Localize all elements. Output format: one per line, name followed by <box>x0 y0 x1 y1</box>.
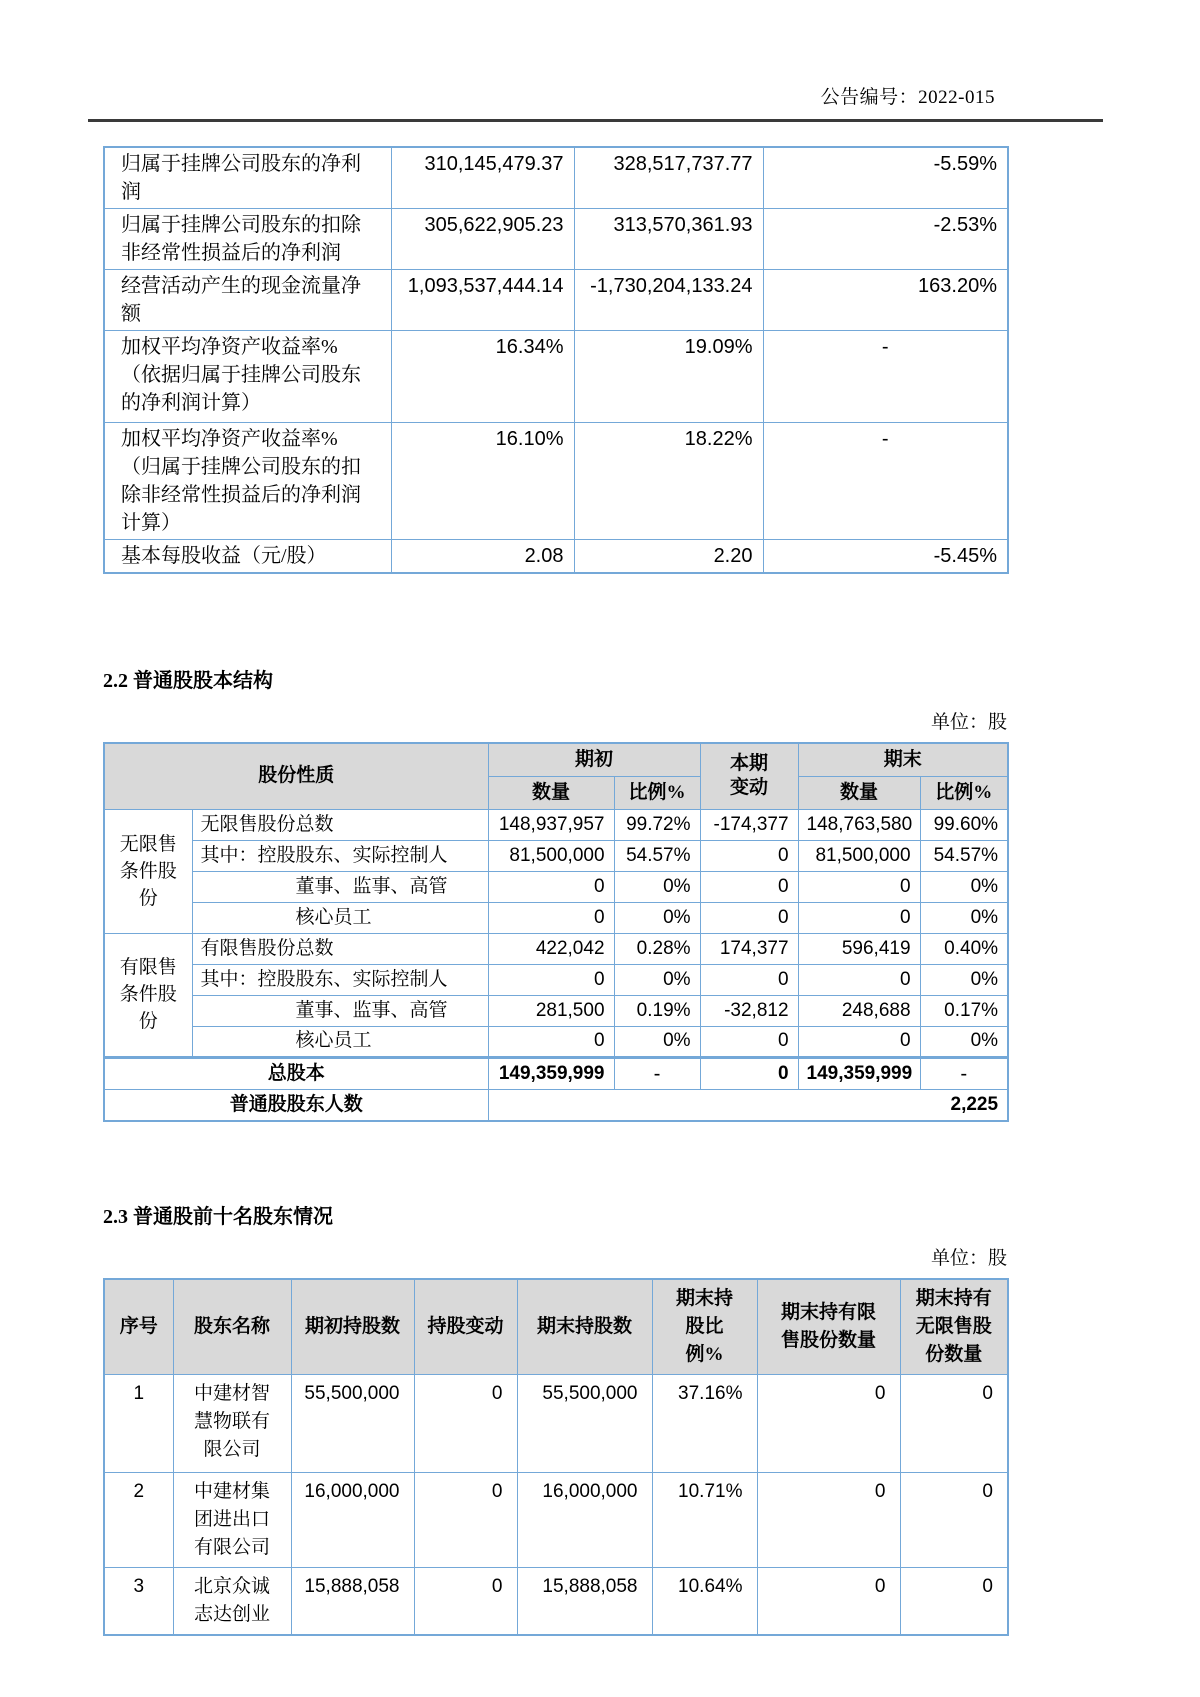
share-group-label: 有限售条件股份 <box>104 933 192 1057</box>
share-change: 0 <box>414 1567 517 1635</box>
section-2-2-heading: 2.2 普通股股本结构 <box>103 670 273 692</box>
begin-quantity: 0 <box>488 871 614 902</box>
begin-quantity: 281,500 <box>488 995 614 1026</box>
unrestricted-shares: 0 <box>900 1472 1008 1567</box>
end-ratio: 0.17% <box>920 995 1008 1026</box>
end-shares: 16,000,000 <box>517 1472 652 1567</box>
table-row <box>104 964 1008 995</box>
begin-ratio: 0% <box>614 871 700 902</box>
share-class-label: 董事、监事、高管 <box>192 871 488 902</box>
begin-quantity: 0 <box>488 964 614 995</box>
metric-change: - <box>763 331 1008 423</box>
begin-shares: 15,888,058 <box>291 1567 414 1635</box>
unit-label: 单位：股 <box>930 1248 1007 1269</box>
metric-prior: 328,517,737.77 <box>574 147 763 209</box>
period-change: 0 <box>700 902 798 933</box>
table-row <box>104 902 1008 933</box>
unrestricted-shares: 0 <box>900 1567 1008 1635</box>
table-row <box>104 1567 1008 1635</box>
begin-shares: 16,000,000 <box>291 1472 414 1567</box>
begin-ratio: 0.28% <box>614 933 700 964</box>
unit-label: 单位：股 <box>930 712 1007 733</box>
end-ratio: - <box>920 1057 1008 1089</box>
end-quantity: 0 <box>798 964 920 995</box>
table-header-row <box>104 743 1008 776</box>
begin-ratio: 0% <box>614 902 700 933</box>
col-ratio-begin: 比例% <box>614 776 700 809</box>
share-class-label: 其中：控股股东、实际控制人 <box>192 840 488 871</box>
metric-label: 归属于挂牌公司股东的扣除非经常性损益后的净利润 <box>104 209 391 270</box>
end-quantity: 248,688 <box>798 995 920 1026</box>
begin-ratio: 0% <box>614 964 700 995</box>
metric-label: 加权平均净资产收益率%（依据归属于挂牌公司股东的净利润计算） <box>104 331 391 423</box>
restricted-shares: 0 <box>757 1374 900 1472</box>
share-class-label: 其中：控股股东、实际控制人 <box>192 964 488 995</box>
shareholder-name: 北京众诚志达创业 <box>173 1567 291 1635</box>
col-shareholder-name: 股东名称 <box>173 1279 291 1374</box>
col-ratio-end: 比例% <box>920 776 1008 809</box>
shareholder-rank: 1 <box>104 1374 173 1472</box>
col-end-shares: 期末持股数 <box>517 1279 652 1374</box>
begin-ratio: 0.19% <box>614 995 700 1026</box>
metric-label: 经营活动产生的现金流量净额 <box>104 270 391 331</box>
begin-quantity: 0 <box>488 902 614 933</box>
metric-change: -2.53% <box>763 209 1008 270</box>
end-quantity: 0 <box>798 1026 920 1057</box>
header-rule <box>88 119 1103 122</box>
table-row <box>104 209 1008 270</box>
share-group-label: 无限售条件股份 <box>104 809 192 933</box>
metric-change: -5.59% <box>763 147 1008 209</box>
begin-ratio: - <box>614 1057 700 1089</box>
table-row <box>104 840 1008 871</box>
col-period-begin: 期初 <box>488 743 700 776</box>
table-row <box>104 871 1008 902</box>
table-row <box>104 1472 1008 1567</box>
share-class-label: 无限售股份总数 <box>192 809 488 840</box>
col-period-end: 期末 <box>798 743 1008 776</box>
metric-prior: 18.22% <box>574 423 763 540</box>
restricted-shares: 0 <box>757 1567 900 1635</box>
col-share-class: 股份性质 <box>104 743 488 809</box>
metric-current: 305,622,905.23 <box>391 209 574 270</box>
begin-ratio: 54.57% <box>614 840 700 871</box>
share-class-label: 核心员工 <box>192 1026 488 1057</box>
table-row <box>104 540 1008 574</box>
metric-current: 310,145,479.37 <box>391 147 574 209</box>
table-row <box>104 147 1008 209</box>
end-shares: 55,500,000 <box>517 1374 652 1472</box>
share-class-label: 核心员工 <box>192 902 488 933</box>
restricted-shares: 0 <box>757 1472 900 1567</box>
top-shareholders-table <box>103 1278 1009 1636</box>
metric-change: - <box>763 423 1008 540</box>
doc-number: 公告编号：2022-015 <box>820 87 995 108</box>
table-row <box>104 423 1008 540</box>
col-end-ratio: 期末持股比例% <box>652 1279 757 1374</box>
end-shares: 15,888,058 <box>517 1567 652 1635</box>
financial-summary-table <box>103 146 1009 574</box>
begin-ratio: 99.72% <box>614 809 700 840</box>
begin-quantity: 149,359,999 <box>488 1057 614 1089</box>
share-structure-table <box>103 742 1009 1122</box>
total-row <box>104 1057 1008 1089</box>
total-label: 总股本 <box>104 1057 488 1089</box>
table-header-row <box>104 1279 1008 1374</box>
end-ratio: 0% <box>920 1026 1008 1057</box>
metric-prior: -1,730,204,133.24 <box>574 270 763 331</box>
share-change: 0 <box>414 1472 517 1567</box>
end-ratio: 0% <box>920 902 1008 933</box>
begin-ratio: 0% <box>614 1026 700 1057</box>
metric-change: 163.20% <box>763 270 1008 331</box>
begin-shares: 55,500,000 <box>291 1374 414 1472</box>
metric-current: 16.34% <box>391 331 574 423</box>
end-quantity: 149,359,999 <box>798 1057 920 1089</box>
table-row <box>104 933 1008 964</box>
period-change: -174,377 <box>700 809 798 840</box>
end-quantity: 81,500,000 <box>798 840 920 871</box>
end-ratio: 0% <box>920 964 1008 995</box>
end-ratio: 0% <box>920 871 1008 902</box>
holders-count-label: 普通股股东人数 <box>104 1089 488 1121</box>
unrestricted-shares: 0 <box>900 1374 1008 1472</box>
metric-prior: 19.09% <box>574 331 763 423</box>
col-begin-shares: 期初持股数 <box>291 1279 414 1374</box>
metric-label: 基本每股收益（元/股） <box>104 540 391 574</box>
shareholder-rank: 3 <box>104 1567 173 1635</box>
col-quantity-end: 数量 <box>798 776 920 809</box>
metric-prior: 313,570,361.93 <box>574 209 763 270</box>
table-row <box>104 331 1008 423</box>
col-share-change: 持股变动 <box>414 1279 517 1374</box>
period-change: 0 <box>700 964 798 995</box>
col-end-restricted-shares: 期末持有限售股份数量 <box>757 1279 900 1374</box>
end-ratio: 54.57% <box>920 840 1008 871</box>
shareholder-name: 中建材智慧物联有限公司 <box>173 1374 291 1472</box>
period-change: 174,377 <box>700 933 798 964</box>
col-period-change: 本期变动 <box>700 743 798 809</box>
shareholder-name: 中建材集团进出口有限公司 <box>173 1472 291 1567</box>
col-rank: 序号 <box>104 1279 173 1374</box>
end-ratio: 10.71% <box>652 1472 757 1567</box>
table-row <box>104 270 1008 331</box>
end-ratio: 37.16% <box>652 1374 757 1472</box>
metric-label: 归属于挂牌公司股东的净利润 <box>104 147 391 209</box>
metric-current: 16.10% <box>391 423 574 540</box>
holders-count-value: 2,225 <box>488 1089 1008 1121</box>
begin-quantity: 148,937,957 <box>488 809 614 840</box>
period-change: 0 <box>700 871 798 902</box>
end-quantity: 0 <box>798 902 920 933</box>
col-quantity-begin: 数量 <box>488 776 614 809</box>
period-change: -32,812 <box>700 995 798 1026</box>
table-row <box>104 995 1008 1026</box>
end-ratio: 0.40% <box>920 933 1008 964</box>
end-quantity: 0 <box>798 871 920 902</box>
begin-quantity: 422,042 <box>488 933 614 964</box>
metric-current: 2.08 <box>391 540 574 574</box>
end-quantity: 596,419 <box>798 933 920 964</box>
share-class-label: 有限售股份总数 <box>192 933 488 964</box>
section-2-3-heading: 2.3 普通股前十名股东情况 <box>103 1206 333 1228</box>
shareholder-rank: 2 <box>104 1472 173 1567</box>
metric-change: -5.45% <box>763 540 1008 574</box>
end-ratio: 10.64% <box>652 1567 757 1635</box>
period-change: 0 <box>700 1057 798 1089</box>
end-ratio: 99.60% <box>920 809 1008 840</box>
share-class-label: 董事、监事、高管 <box>192 995 488 1026</box>
col-end-unrestricted-shares: 期末持有无限售股份数量 <box>900 1279 1008 1374</box>
begin-quantity: 81,500,000 <box>488 840 614 871</box>
end-quantity: 148,763,580 <box>798 809 920 840</box>
period-change: 0 <box>700 1026 798 1057</box>
begin-quantity: 0 <box>488 1026 614 1057</box>
table-row <box>104 809 1008 840</box>
metric-current: 1,093,537,444.14 <box>391 270 574 331</box>
table-row <box>104 1026 1008 1057</box>
metric-prior: 2.20 <box>574 540 763 574</box>
period-change: 0 <box>700 840 798 871</box>
share-change: 0 <box>414 1374 517 1472</box>
table-row <box>104 1374 1008 1472</box>
metric-label: 加权平均净资产收益率%（归属于挂牌公司股东的扣除非经常性损益后的净利润计算） <box>104 423 391 540</box>
holders-count-row <box>104 1089 1008 1121</box>
